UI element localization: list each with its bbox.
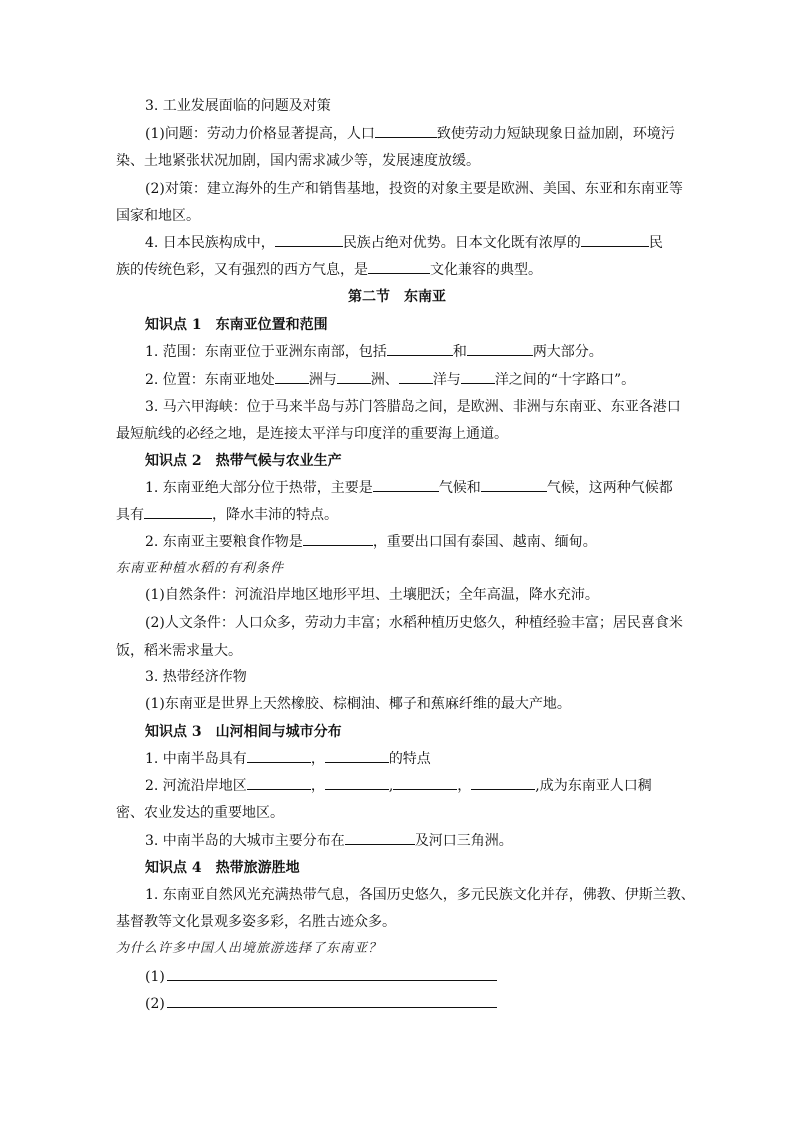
kp1-strait-line-cont: 最短航线的必经之地，是连接太平洋与印度洋的重要海上通道。 [116,426,508,442]
blank[interactable] [373,478,439,492]
blank[interactable] [144,505,212,519]
answer-rule[interactable] [167,966,497,981]
kp3-river-line-cont: 密、农业发达的重要地区。 [116,805,284,821]
answer-line-1: (1) [145,966,682,987]
kp2-human-line-cont: 饭，稻米需求量大。 [116,643,242,659]
kp2-cash-crops-heading: 3. 热带经济作物 [145,669,247,685]
problem-line-cont: 染、土地紧张状况加剧，国内需求减少等，发展速度放缓。 [116,153,480,169]
ethnic-line-cont: 族的传统色彩，又有强烈的西方气息，是 文化兼容的典型。 [116,262,542,278]
problem-line: (1)问题：劳动力价格显著提高，人口 致使劳动力短缺现象日益加剧，环境污 [145,126,675,142]
blank[interactable] [247,749,311,763]
ethnic-line: 4. 日本民族构成中， 民族占绝对优势。日本文化既有浓厚的 民 [145,235,663,251]
kp1-strait-line: 3. 马六甲海峡：位于马来半岛与苏门答腊岛之间，是欧洲、非洲与东南亚、东亚各港口 [145,399,681,415]
answer-rule[interactable] [167,993,497,1008]
blank[interactable] [275,233,343,247]
kp3-peninsula-line: 1. 中南半岛具有 ， 的特点 [145,751,431,767]
blank[interactable] [393,776,457,790]
chapter-title: 第二节 东南亚 [348,289,446,305]
kp2-cash-crops-line: (1)东南亚是世界上天然橡胶、棕榈油、椰子和蕉麻纤维的最大产地。 [145,696,571,712]
blank[interactable] [345,831,415,845]
measures-line-cont: 国家和地区。 [116,208,200,224]
blank[interactable] [375,124,437,138]
blank[interactable] [387,342,453,356]
kp2-crop-line: 2. 东南亚主要粮食作物是 ，重要出口国有泰国、越南、缅甸。 [145,534,597,550]
kp1-scope-line: 1. 范围：东南亚位于亚洲东南部，包括 和 两大部分。 [145,344,603,360]
kp4-tourism-line-cont: 基督教等文化景观多姿多彩，名胜古迹众多。 [116,914,396,930]
blank[interactable] [467,342,533,356]
measures-line: (2)对策：建立海外的生产和销售基地，投资的对象主要是欧洲、美国、东亚和东南亚等 [145,181,683,197]
blank[interactable] [399,370,433,384]
blank[interactable] [581,233,649,247]
blank[interactable] [337,370,371,384]
kp4-heading: 知识点 4 热带旅游胜地 [145,860,300,876]
kp2-heading: 知识点 2 热带气候与农业生产 [145,453,342,469]
blank[interactable] [247,776,311,790]
blank[interactable] [325,749,389,763]
problems-heading: 3. 工业发展面临的问题及对策 [145,98,331,114]
kp2-climate-line-cont: 具有 ，降水丰沛的特点。 [116,507,338,523]
kp2-climate-line: 1. 东南亚绝大部分位于热带，主要是 气候和 气候，这两种气候都 [145,480,673,496]
kp2-natural-line: (1)自然条件：河流沿岸地区地形平坦、土壤肥沃；全年高温，降水充沛。 [145,587,599,603]
kp3-heading: 知识点 3 山河相间与城市分布 [145,724,342,740]
blank[interactable] [275,370,309,384]
blank[interactable] [368,260,430,274]
kp3-cities-line: 3. 中南半岛的大城市主要分布在 及河口三角洲。 [145,833,513,849]
blank[interactable] [325,776,389,790]
blank[interactable] [303,532,373,546]
blank[interactable] [481,478,547,492]
handwritten-note-rice: 东南亚种植水稻的有利条件 [116,561,285,576]
answer-line-2: (2) [145,993,682,1014]
kp1-heading: 知识点 1 东南亚位置和范围 [145,317,328,333]
blank[interactable] [461,370,495,384]
blank[interactable] [471,776,535,790]
kp4-tourism-line: 1. 东南亚自然风光充满热带气息，各国历史悠久，多元民族文化并存，佛教、伊斯兰教、 [145,887,695,903]
handwritten-note-tourism: 为什么许多中国人出境旅游选择了东南亚？ [116,941,383,956]
kp2-human-line: (2)人文条件：人口众多，劳动力丰富；水稻种植历史悠久，种植经验丰富；居民喜食米 [145,615,683,631]
kp1-location-line: 2. 位置：东南亚地处 洲与 洲、 洋与 洋之间的“十字路口”。 [145,372,636,388]
kp3-river-line: 2. 河流沿岸地区 ， , ， ,成为东南亚人口稠 [145,778,652,794]
